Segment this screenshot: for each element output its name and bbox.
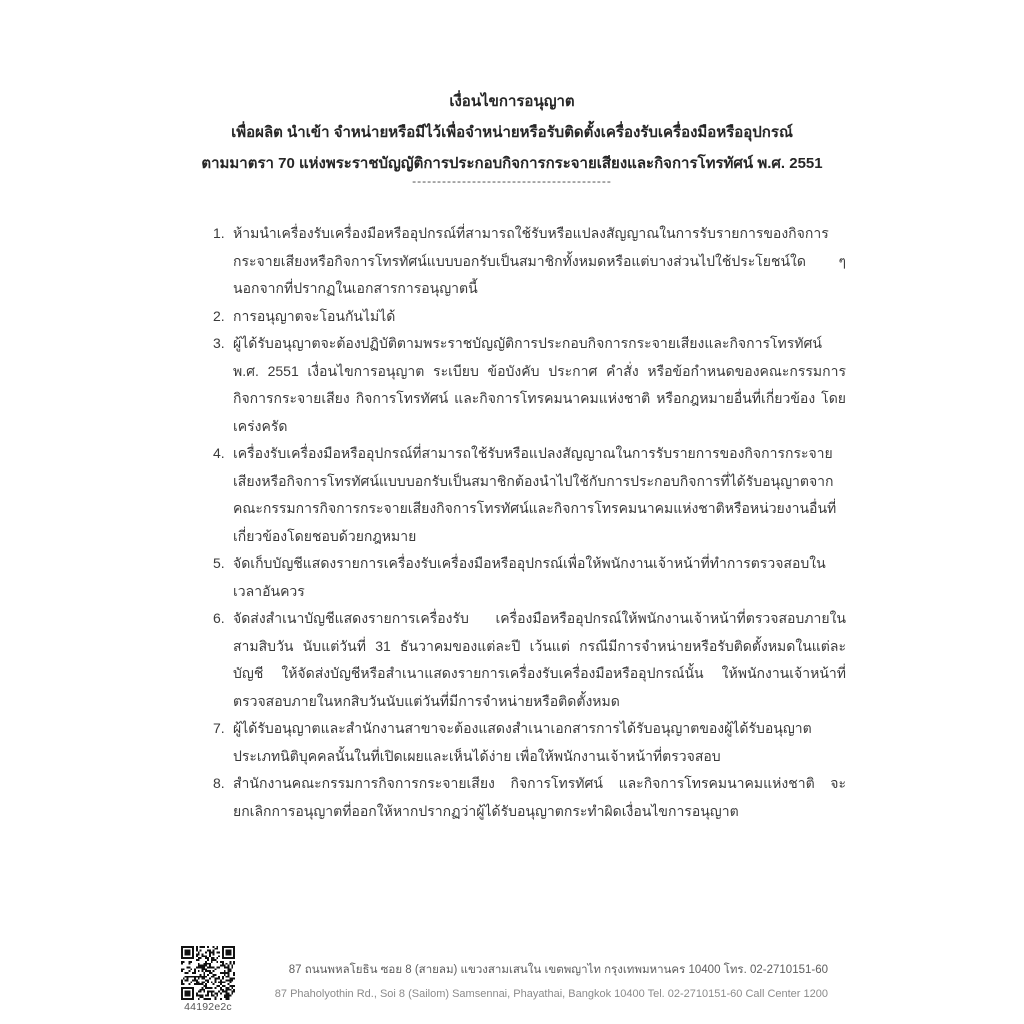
condition-item-4: เครื่องรับเครื่องมือหรืออุปกรณ์ที่สามารถใช้รับหรือแปลงสัญญาณในการรับรายการของกิจการกระจายเสียงหรือกิจการโทรทัศน์แบบบอกรับเป็นสมาชิกต้องนำไปใช้กับการประกอบกิจการที่ได้รับอนุญาตจากคณะกรรมการกิจการกระจายเสียงกิจการโทรทัศน์และกิจการโทรคมนาคมแห่งชาติหรือหน่วยงานอื่นที่เกี่ยวข้องโดยชอบด้วยกฎหมาย [233, 445, 837, 544]
title-line-1: เงื่อนไขการอนุญาต [449, 93, 575, 110]
condition-item-5: จัดเก็บบัญชีแสดงรายการเครื่องรับเครื่องมือหรืออุปกรณ์เพื่อให้พนักงานเจ้าหน้าที่ทำการตรวจสอบในเวลาอันควร [233, 555, 826, 599]
conditions-list [213, 220, 846, 825]
condition-item-3: ผู้ได้รับอนุญาตจะต้องปฏิบัติตามพระราชบัญญัติการประกอบกิจการกระจายเสียงและกิจการโทรทัศน์ พ.ศ. 2551 เงื่อนไขการอนุญาต ระเบียบ ข้อบังคับ ประกาศ คำสั่ง หรือข้อกำหนดของคณะกรรมการกิจการกระจายเสียง กิจการโทรทัศน์ และกิจการโทรคมนาคมแห่งชาติ หรือกฎหมายอื่นที่เกี่ยวข้อง โดยเคร่งครัด [233, 335, 846, 434]
title-line-2: เพื่อผลิต นำเข้า จำหน่ายหรือมีไว้เพื่อจำหน่ายหรือรับติดตั้งเครื่องรับเครื่องมือหรืออุปกรณ์ [231, 124, 793, 141]
condition-item-6: จัดส่งสำเนาบัญชีแสดงรายการเครื่องรับ เครื่องมือหรืออุปกรณ์ให้พนักงานเจ้าหน้าที่ตรวจสอบภายในสามสิบวัน นับแต่วันที่ 31 ธันวาคมของแต่ละปี เว้นแต่ กรณีมีการจำหน่ายหรือรับติดตั้งหมดในแต่ละบัญชี ให้จัดส่งบัญชีหรือสำเนาแสดงรายการเครื่องรับเครื่องมือหรืออุปกรณ์นั้น ให้พนักงานเจ้าหน้าที่ตรวจสอบภายในหกสิบวันนับแต่วันที่มีการจำหน่ายหรือติดตั้งหมด [233, 610, 846, 709]
condition-item-7: ผู้ได้รับอนุญาตและสำนักงานสาขาจะต้องแสดงสำเนาเอกสารการได้รับอนุญาตของผู้ได้รับอนุญาตประเภทนิติบุคคลนั้นในที่เปิดเผยและเห็นได้ง่าย เพื่อให้พนักงานเจ้าหน้าที่ตรวจสอบ [233, 720, 812, 764]
address-line-english: 87 Phaholyothin Rd., Soi 8 (Sailom) Samsennai, Phayathai, Bangkok 10400 Tel. 02-2710151-60 Call Center 1200 [274, 988, 828, 1000]
footer-address [275, 958, 828, 1006]
dashed-divider: ---------------------------------------- [412, 174, 612, 188]
qr-label: 44192e2c [184, 1001, 232, 1013]
qr-code-icon [177, 946, 239, 1000]
condition-item-8: สำนักงานคณะกรรมการกิจการกระจายเสียง กิจการโทรทัศน์ และกิจการโทรคมนาคมแห่งชาติ จะยกเลิกการอนุญาตที่ออกให้หากปรากฏว่าผู้ได้รับอนุญาตกระทำผิดเงื่อนไขการอนุญาต [233, 775, 846, 819]
condition-item-2: การอนุญาตจะโอนกันไม่ได้ [233, 307, 396, 324]
document-title [0, 86, 1024, 179]
address-line-thai: 87 ถนนพหลโยธิน ซอย 8 (สายลม) แขวงสามเสนใน เขตพญาไท กรุงเทพมหานคร 10400 โทร. 02-2710151-60 [288, 964, 828, 976]
qr-block [177, 946, 239, 1013]
condition-item-1: ห้ามนำเครื่องรับเครื่องมือหรืออุปกรณ์ที่สามารถใช้รับหรือแปลงสัญญาณในการรับรายการของกิจการกระจายเสียงหรือกิจการโทรทัศน์แบบบอกรับเป็นสมาชิกทั้งหมดหรือแต่บางส่วนไปใช้ประโยชน์ใด ๆ นอกจากที่ปรากฏในเอกสารการอนุญาตนี้ [233, 225, 846, 296]
title-line-3: ตามมาตรา 70 แห่งพระราชบัญญัติการประกอบกิจการกระจายเสียงและกิจการโทรทัศน์ พ.ศ. 2551 [201, 155, 823, 172]
